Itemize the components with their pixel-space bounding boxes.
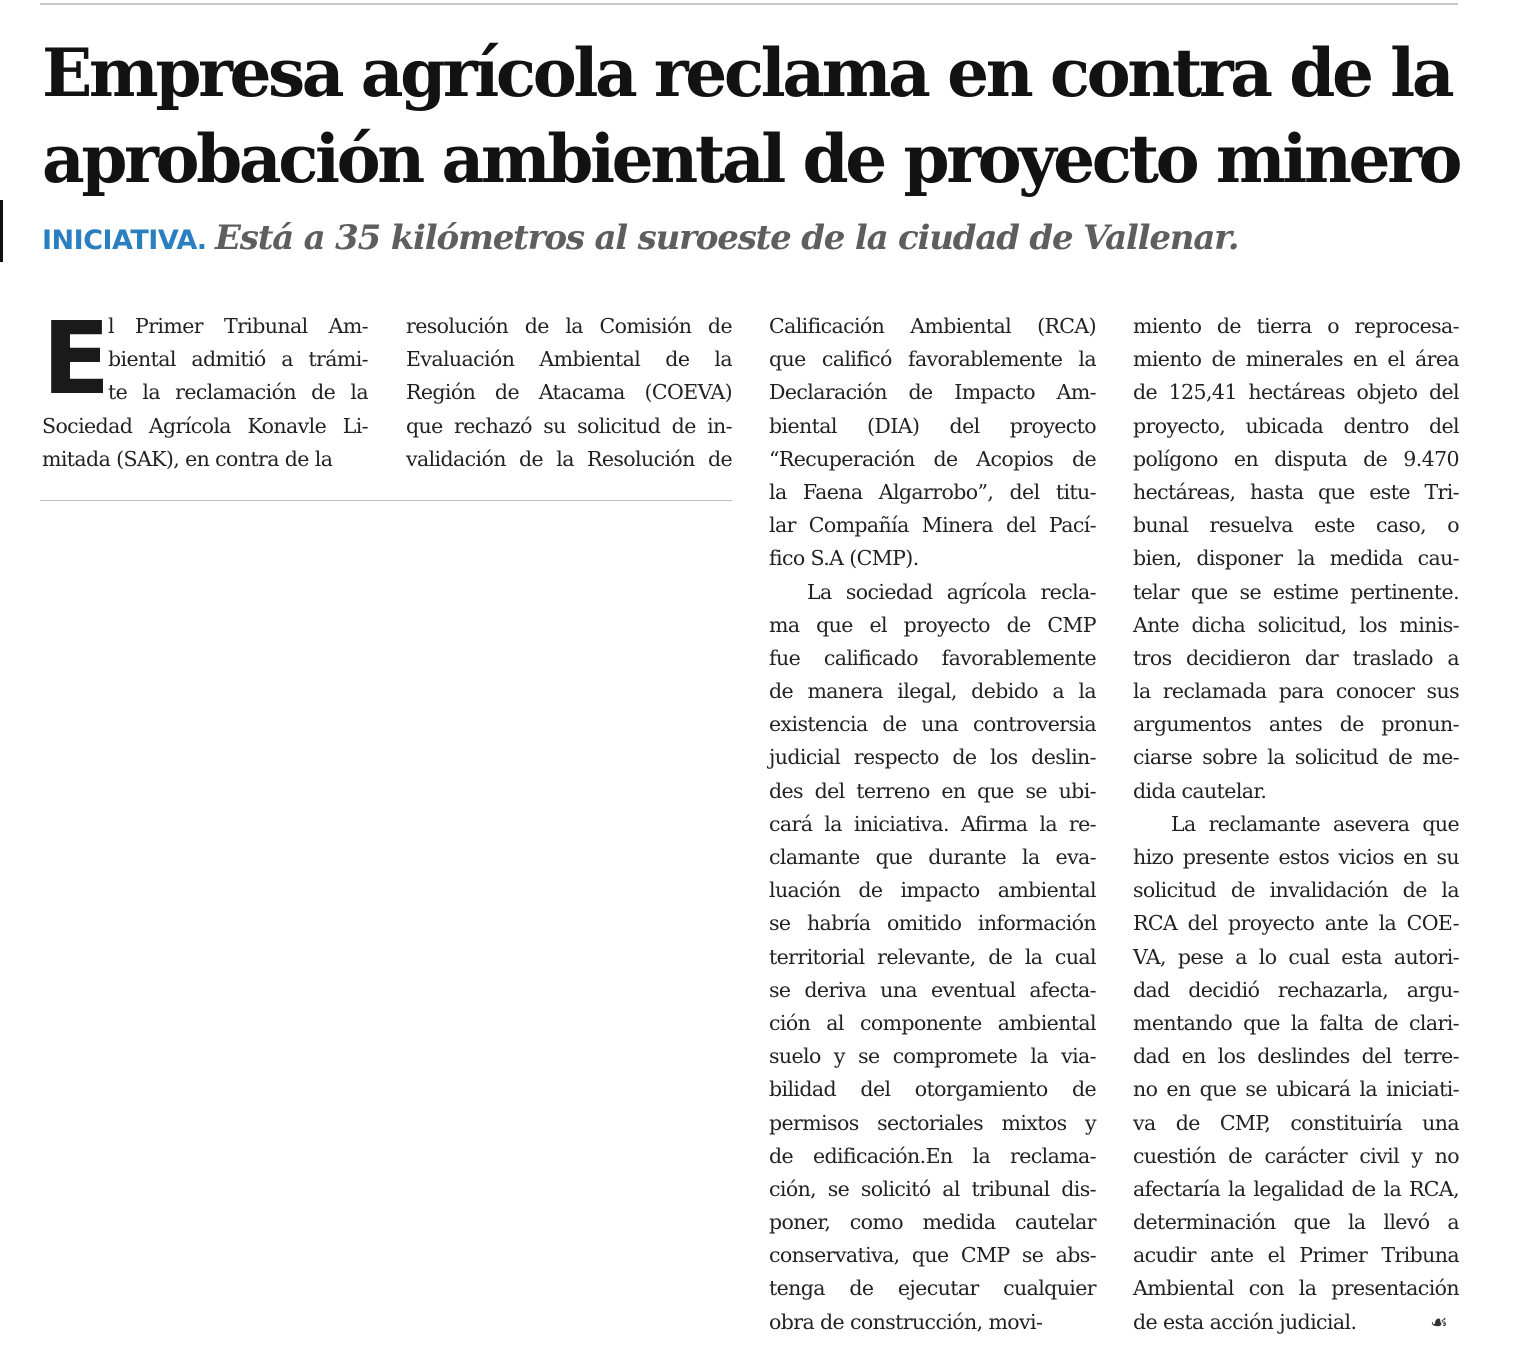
column-3 <box>769 310 1096 1339</box>
text-line: de edificación.En la reclama- <box>769 1143 1096 1168</box>
text-line: tenga de ejecutar cualquier <box>769 1276 1096 1301</box>
text-line: resolución de la Comisión de <box>406 314 732 338</box>
text-line: de esta acción judicial. <box>1133 1309 1357 1334</box>
text-line: Calificación Ambiental (RCA) <box>769 314 1096 338</box>
text-line: se habría omitido información <box>769 911 1096 936</box>
text-line: ción, se solicitó al tribunal dis- <box>769 1176 1096 1201</box>
scan-edge-mark <box>0 200 3 262</box>
text-line: Evaluación Ambiental de la <box>406 347 732 372</box>
text-line: va de CMP, constituiría una <box>1133 1110 1459 1135</box>
text-line: de manera ilegal, debido a la <box>769 679 1096 704</box>
text-line: Región de Atacama (COEVA) <box>406 380 732 405</box>
text-line: ma que el proyecto de CMP <box>769 612 1096 637</box>
text-line: conservativa, que CMP se abs- <box>769 1243 1096 1268</box>
text-line: mentando que la falta de clari- <box>1133 1010 1459 1035</box>
text-line: territorial relevante, de la cual <box>769 944 1096 969</box>
text-line: poner, como medida cautelar <box>769 1210 1096 1235</box>
text-line: clamante que durante la eva- <box>769 845 1096 869</box>
text-line: ciarse sobre la solicitud de me- <box>1133 745 1459 770</box>
text-line: bunal resuelva este caso, o <box>1133 513 1459 538</box>
text-line: validación de la Resolución de <box>406 446 732 471</box>
subhead <box>42 213 1238 270</box>
text-line: miento de tierra o reprocesa- <box>1133 314 1459 338</box>
text-line: ción al componente ambiental <box>769 1010 1096 1035</box>
text-line: “Recuperación de Acopios de <box>769 446 1096 471</box>
text-line: RCA del proyecto ante la COE- <box>1133 911 1459 936</box>
text-line: Sociedad Agrícola Konavle Li- <box>42 413 368 438</box>
headline <box>42 30 1482 202</box>
text-line: que rechazó su solicitud de in- <box>406 413 732 438</box>
column-4 <box>1133 310 1459 1339</box>
end-of-article-icon: ☙ <box>1430 1310 1448 1334</box>
column-2 <box>406 310 732 476</box>
text-line: telar que se estime pertinente. <box>1133 579 1459 604</box>
text-line: l Primer Tribunal Am- <box>108 314 368 338</box>
text-line: lar Compañía Minera del Pací- <box>769 513 1096 538</box>
text-line: no en que se ubicará la iniciati- <box>1133 1077 1459 1102</box>
headline-line-1: Empresa agrícola reclama en contra de la <box>42 34 1452 112</box>
text-line: polígono en disputa de 9.470 <box>1133 446 1459 471</box>
text-line: acudir ante el Primer Tribuna <box>1133 1243 1459 1268</box>
text-line: tros decidieron dar traslado a <box>1133 645 1459 670</box>
text-line: te la reclamación de la <box>108 380 368 405</box>
dropcap: E <box>42 300 110 417</box>
text-line: miento de minerales en el área <box>1133 347 1459 372</box>
text-line: La sociedad agrícola recla- <box>807 579 1096 604</box>
text-line: hectáreas, hasta que este Tri- <box>1133 479 1459 504</box>
text-line: determinación que la llevó a <box>1133 1210 1459 1235</box>
top-rule <box>40 3 1458 5</box>
kicker: INICIATIVA <box>42 225 197 256</box>
text-line: solicitud de invalidación de la <box>1133 878 1459 903</box>
text-line: suelo y se compromete la via- <box>769 1044 1096 1069</box>
text-line: bien, disponer la medida cau- <box>1133 546 1459 571</box>
text-line: Ambiental con la presentación <box>1133 1276 1459 1301</box>
text-line: judicial respecto de los deslin- <box>769 745 1096 770</box>
text-line: la reclamada para conocer sus <box>1133 679 1459 704</box>
text-line: luación de impacto ambiental <box>769 878 1096 903</box>
text-line: cuestión de carácter civil y no <box>1133 1143 1459 1168</box>
text-line: biental (DIA) del proyecto <box>769 413 1096 438</box>
text-line: dad en los deslindes del terre- <box>1133 1044 1459 1069</box>
column-1 <box>42 300 368 476</box>
column-divider-rule <box>40 500 732 501</box>
text-line: fico S.A (CMP). <box>769 546 919 571</box>
kicker-dot: . <box>196 225 208 256</box>
text-line: VA, pese a lo cual esta autori- <box>1133 944 1459 969</box>
text-line: la Faena Algarrobo”, del titu- <box>769 479 1096 504</box>
text-line: proyecto, ubicada dentro del <box>1133 413 1459 438</box>
text-line: se deriva una eventual afecta- <box>769 977 1096 1002</box>
text-line: mitada (SAK), en contra de la <box>42 446 333 471</box>
text-line: argumentos antes de pronun- <box>1133 712 1459 737</box>
text-line: dida cautelar. <box>1133 778 1267 803</box>
headline-line-2: aprobación ambiental de proyecto minero <box>42 120 1460 198</box>
text-line: fue calificado favorablemente <box>769 645 1096 670</box>
text-line: de 125,41 hectáreas objeto del <box>1133 380 1459 405</box>
text-line: bilidad del otorgamiento de <box>769 1077 1096 1102</box>
text-line: que calificó favorablemente la <box>769 347 1096 372</box>
text-line: des del terreno en que se ubi- <box>769 778 1096 803</box>
text-line: hizo presente estos vicios en su <box>1133 845 1459 869</box>
deck: Está a 35 kilómetros al suroeste de la ciudad de Vallenar. <box>215 218 1239 258</box>
text-line: Ante dicha solicitud, los minis- <box>1133 612 1459 637</box>
text-line: dad decidió rechazarla, argu- <box>1133 977 1459 1002</box>
text-line: obra de construcción, movi- <box>769 1309 1043 1334</box>
text-line: afectaría la legalidad de la RCA, <box>1133 1176 1459 1201</box>
text-line: permisos sectoriales mixtos y <box>769 1110 1096 1135</box>
text-line: La reclamante asevera que <box>1171 811 1459 836</box>
text-line: biental admitió a trámi- <box>108 347 368 372</box>
text-line: existencia de una controversia <box>769 712 1096 737</box>
text-line: Declaración de Impacto Am- <box>769 380 1096 405</box>
text-line: cará la iniciativa. Afirma la re- <box>769 811 1096 836</box>
